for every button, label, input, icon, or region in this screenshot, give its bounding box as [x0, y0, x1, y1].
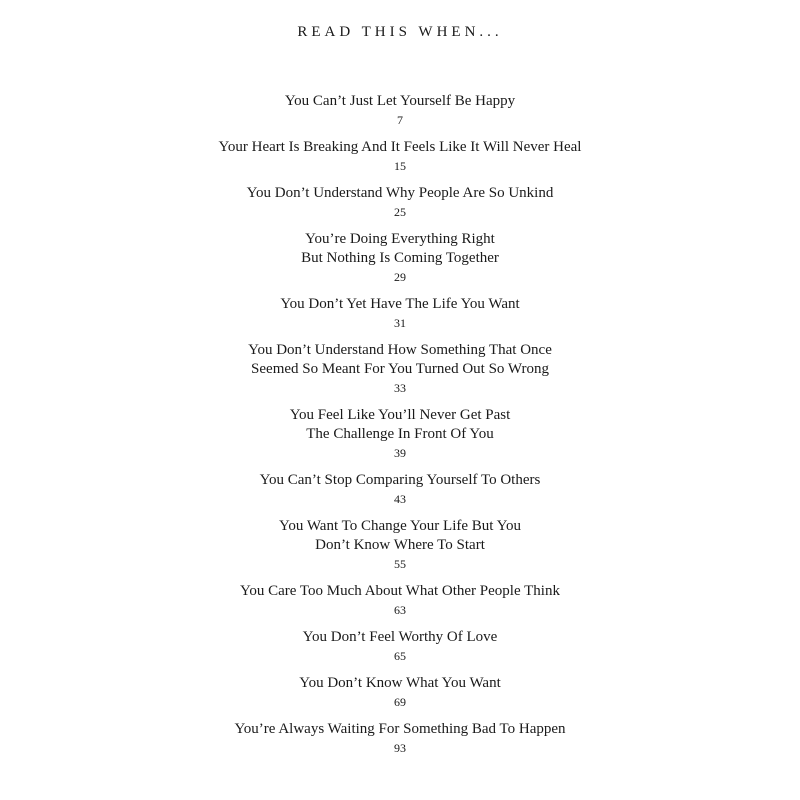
list-item: [0, 184, 800, 220]
list-item: [0, 471, 800, 507]
entry-title: You’re Doing Everything Right But Nothing Is Coming Together: [301, 231, 499, 266]
list-item: [0, 92, 800, 128]
entry-page-number: 15: [394, 159, 406, 173]
entry-title: You Don’t Yet Have The Life You Want: [280, 296, 520, 312]
list-item: [0, 720, 800, 756]
entry-title: You Care Too Much About What Other People Think: [240, 583, 560, 599]
entry-title: You Feel Like You’ll Never Get Past The Challenge In Front Of You: [289, 407, 511, 442]
entry-title: You Want To Change Your Life But You Don’t Know Where To Start: [279, 518, 521, 553]
entry-page-number: 7: [397, 113, 403, 127]
entry-page-number: 69: [394, 695, 406, 709]
entry-title: You Don’t Understand Why People Are So Unkind: [246, 185, 554, 201]
contents-list: [0, 92, 800, 766]
entry-page-number: 63: [394, 603, 406, 617]
entry-title: You Don’t Know What You Want: [299, 675, 501, 691]
entry-title: You Can’t Stop Comparing Yourself To Others: [259, 472, 541, 488]
list-item: [0, 341, 800, 396]
entry-title: Your Heart Is Breaking And It Feels Like It Will Never Heal: [218, 139, 582, 155]
entry-title: You Don’t Feel Worthy Of Love: [302, 629, 498, 645]
entry-page-number: 31: [394, 316, 406, 330]
list-item: [0, 628, 800, 664]
entry-page-number: 55: [394, 557, 406, 571]
list-item: [0, 517, 800, 572]
entry-page-number: 43: [394, 492, 406, 506]
list-item: [0, 230, 800, 285]
list-item: [0, 674, 800, 710]
page-heading: READ THIS WHEN...: [297, 24, 503, 40]
list-item: [0, 582, 800, 618]
entry-title: You Can’t Just Let Yourself Be Happy: [284, 93, 516, 109]
list-item: [0, 138, 800, 174]
entry-page-number: 29: [394, 270, 406, 284]
list-item: [0, 295, 800, 331]
entry-title: You Don’t Understand How Something That Once Seemed So Meant For You Turned Out So Wrong: [248, 342, 552, 377]
list-item: [0, 406, 800, 461]
entry-page-number: 93: [394, 741, 406, 755]
entry-page-number: 25: [394, 205, 406, 219]
entry-title: You’re Always Waiting For Something Bad To Happen: [234, 721, 566, 737]
entry-page-number: 33: [394, 381, 406, 395]
entry-page-number: 65: [394, 649, 406, 663]
entry-page-number: 39: [394, 446, 406, 460]
